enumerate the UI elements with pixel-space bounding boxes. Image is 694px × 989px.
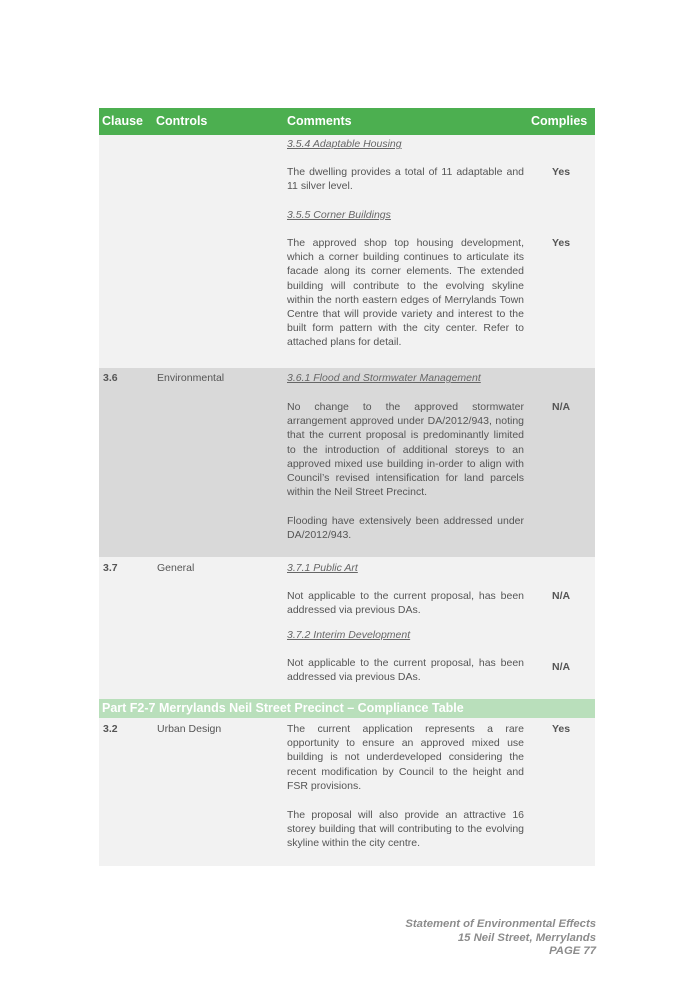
header-controls: Controls xyxy=(156,114,208,128)
complies-value: N/A xyxy=(552,590,571,602)
compliance-table xyxy=(99,108,595,866)
header-clause: Clause xyxy=(102,114,143,128)
complies-value: Yes xyxy=(552,237,571,249)
table-row xyxy=(99,557,595,699)
footer-title: Statement of Environmental Effects xyxy=(405,918,596,930)
control-name: Environmental xyxy=(157,372,225,384)
subheading: 3.7.1 Public Art xyxy=(287,562,358,574)
table-header xyxy=(99,108,595,135)
header-complies: Complies xyxy=(531,114,588,128)
page-footer xyxy=(405,918,596,959)
comment-paragraph: Flooding have extensively been addressed under DA/2012/943. xyxy=(287,515,524,542)
clause-number: 3.2 xyxy=(103,723,118,735)
comment-paragraph: The current application represents a rare opportunity to ensure an approved mixed use building is not underdeveloped considering the recent modification by Council to the height and FSR provisions. xyxy=(287,723,524,792)
complies-value: Yes xyxy=(552,166,571,178)
complies-value: N/A xyxy=(552,401,571,413)
header-comments: Comments xyxy=(287,114,352,128)
part-heading: Part F2-7 Merrylands Neil Street Precinct – Compliance Table xyxy=(99,699,595,718)
comment-paragraph: The dwelling provides a total of 11 adaptable and 11 silver level. xyxy=(287,166,524,193)
table-row xyxy=(99,135,595,368)
comment-paragraph: Not applicable to the current proposal, has been addressed via previous DAs. xyxy=(287,657,524,684)
subheading: 3.6.1 Flood and Stormwater Management xyxy=(287,372,481,384)
control-name: Urban Design xyxy=(157,723,222,735)
comment-paragraph: The approved shop top housing development, which a corner building continues to articulate its facade along its corner elements. The extended building will contribute to the evolving skyline within the north eastern edges of Merrylands Town Centre that will provide variety and interest to the built form pattern with the city center. Refer to attached plans for detail. xyxy=(287,237,524,349)
table-row xyxy=(99,368,595,557)
comment-paragraph: The proposal will also provide an attractive 16 storey building that will contributing to the evolving skyline within the city centre. xyxy=(287,809,524,850)
page-number: PAGE 77 xyxy=(549,945,596,957)
footer-address: 15 Neil Street, Merrylands xyxy=(457,931,596,944)
subheading: 3.5.5 Corner Buildings xyxy=(287,209,391,221)
subheading: 3.5.4 Adaptable Housing xyxy=(287,138,402,150)
control-name: General xyxy=(157,562,195,574)
complies-value: N/A xyxy=(552,661,571,673)
complies-value: Yes xyxy=(552,723,571,735)
clause-number: 3.7 xyxy=(103,562,118,574)
comment-paragraph: Not applicable to the current proposal, has been addressed via previous DAs. xyxy=(287,590,524,617)
table-row xyxy=(99,718,595,866)
subheading: 3.7.2 Interim Development xyxy=(287,629,411,641)
clause-number: 3.6 xyxy=(103,372,118,384)
comment-paragraph: No change to the approved stormwater arrangement approved under DA/2012/943, noting that the current proposal is predominantly limited to the introduction of additional storeys to an approved mixed use building in-order to align with Council’s revised intensification for land parcels within the Neil Street Precinct. xyxy=(287,401,524,499)
